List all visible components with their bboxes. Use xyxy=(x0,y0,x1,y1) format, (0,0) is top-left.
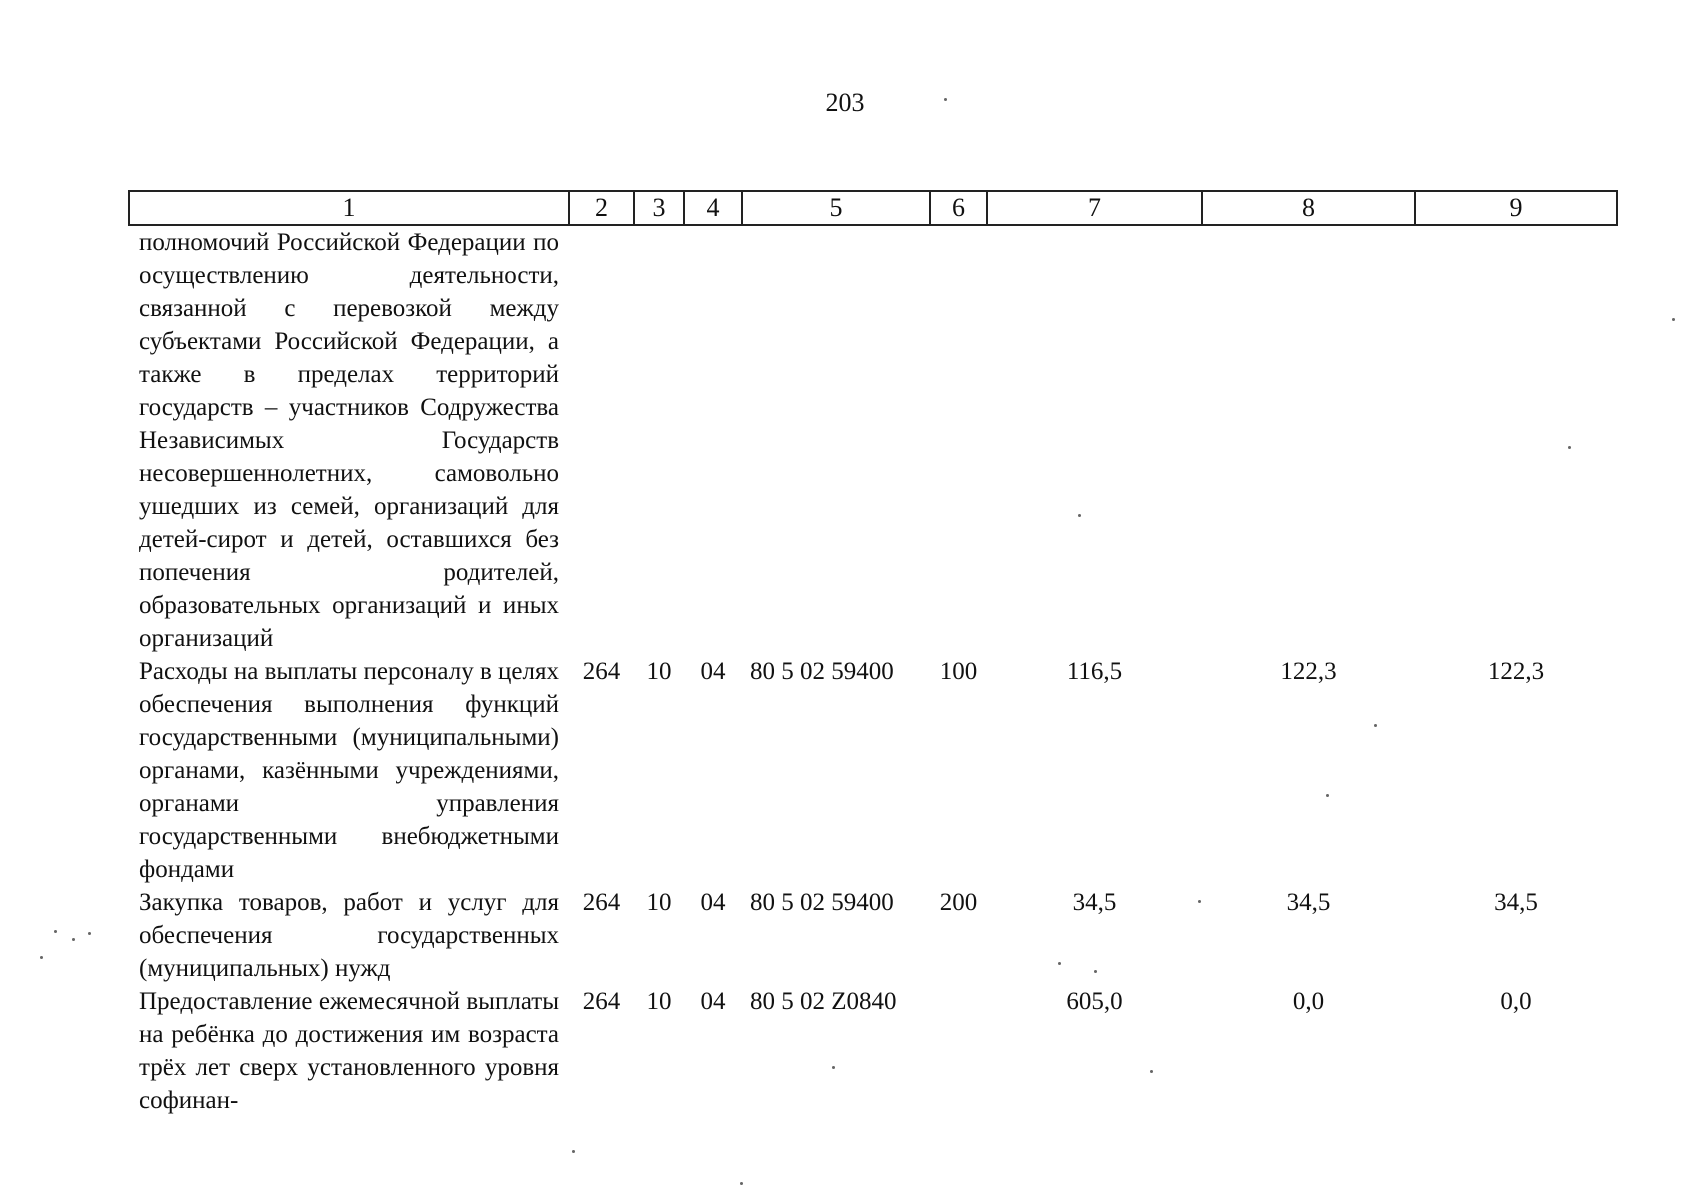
cell-col-7: 116,5 xyxy=(1066,658,1123,685)
table-body xyxy=(129,225,1617,1117)
scan-speck xyxy=(944,98,947,101)
cell-col-9: 122,3 xyxy=(1487,658,1545,685)
header-col-1: 1 xyxy=(129,191,569,225)
cell-col-8: 122,3 xyxy=(1280,658,1337,685)
scan-speck xyxy=(72,938,75,941)
cell-col-8: 0,0 xyxy=(1292,988,1325,1015)
cell-col-8 xyxy=(1202,225,1415,655)
scan-speck xyxy=(1198,900,1201,903)
budget-table xyxy=(128,190,1618,1117)
row-description: полномочий Российской Федерации по осуществлению деятельности, связанной с перевозкой между субъектами Российской Федерации, а также в пределах территорий государств – участников Содружества Независимых Государств несовершеннолетних, самовольно ушедших из семей, организаций для детей-сирот и детей, оставшихся без попечения родителей, образовательных организаций и иных организаций xyxy=(139,229,559,652)
scan-speck xyxy=(1078,514,1081,517)
cell-col-2: 264 xyxy=(582,988,621,1015)
header-col-3: 3 xyxy=(634,191,684,225)
cell-col-3: 10 xyxy=(646,658,672,685)
cell-col-9: 34,5 xyxy=(1494,889,1538,916)
page-number: 203 xyxy=(825,88,865,117)
scan-speck xyxy=(572,1150,575,1153)
cell-col-2: 264 xyxy=(582,889,621,916)
scan-speck xyxy=(1672,318,1675,321)
header-col-9: 9 xyxy=(1415,191,1617,225)
cell-col-5: 80 5 02 Z0840 xyxy=(750,988,897,1015)
cell-col-2 xyxy=(569,225,634,655)
table-header xyxy=(129,191,1617,225)
cell-col-5 xyxy=(742,225,930,655)
cell-col-4: 04 xyxy=(700,889,726,916)
header-col-5: 5 xyxy=(742,191,930,225)
cell-col-6: 100 xyxy=(939,658,978,685)
cell-col-4 xyxy=(684,225,742,655)
header-row xyxy=(129,191,1617,225)
scan-speck xyxy=(1058,962,1061,965)
table-row xyxy=(129,655,1617,886)
scan-speck xyxy=(832,1066,835,1069)
scan-speck xyxy=(740,1182,743,1185)
cell-col-8: 34,5 xyxy=(1286,889,1331,916)
scan-speck xyxy=(1094,970,1097,973)
row-description: Предоставление ежемесячной выплаты на ребёнка до достижения им возраста трёх лет сверх установленного уровня софинан- xyxy=(139,988,559,1114)
cell-col-3 xyxy=(634,225,684,655)
scan-speck xyxy=(40,956,43,959)
cell-col-9: 0,0 xyxy=(1500,988,1532,1015)
scan-speck xyxy=(1150,1070,1153,1073)
table-row xyxy=(129,985,1617,1117)
header-col-2: 2 xyxy=(569,191,634,225)
cell-col-5: 80 5 02 59400 xyxy=(750,889,894,916)
header-col-4: 4 xyxy=(684,191,742,225)
table-row xyxy=(129,886,1617,985)
cell-col-7 xyxy=(987,225,1202,655)
cell-col-4: 04 xyxy=(700,988,726,1015)
cell-col-6 xyxy=(930,985,987,1117)
scan-speck xyxy=(1326,794,1329,797)
cell-col-6: 200 xyxy=(939,889,978,916)
cell-col-3: 10 xyxy=(646,889,672,916)
cell-col-3: 10 xyxy=(646,988,672,1015)
cell-col-2: 264 xyxy=(582,658,621,685)
cell-col-7: 34,5 xyxy=(1072,889,1117,916)
cell-col-6 xyxy=(930,225,987,655)
row-description: Закупка товаров, работ и услуг для обеспечения государственных (муниципальных) нужд xyxy=(139,889,559,982)
scan-speck xyxy=(1568,446,1571,449)
scan-speck xyxy=(1374,724,1377,727)
cell-col-7: 605,0 xyxy=(1066,988,1123,1015)
scan-speck xyxy=(54,930,57,933)
header-col-7: 7 xyxy=(987,191,1202,225)
cell-col-5: 80 5 02 59400 xyxy=(750,658,894,685)
cell-col-9 xyxy=(1415,225,1617,655)
cell-col-4: 04 xyxy=(700,658,726,685)
scan-speck xyxy=(88,932,91,935)
row-description: Расходы на выплаты персоналу в целях обеспечения выполнения функций государственными (муниципальными) органами, казёнными учреждениями, органами управления государственными внебюджетными фондами xyxy=(139,658,559,883)
header-col-8: 8 xyxy=(1202,191,1415,225)
header-col-6: 6 xyxy=(930,191,987,225)
table-row xyxy=(129,225,1617,655)
